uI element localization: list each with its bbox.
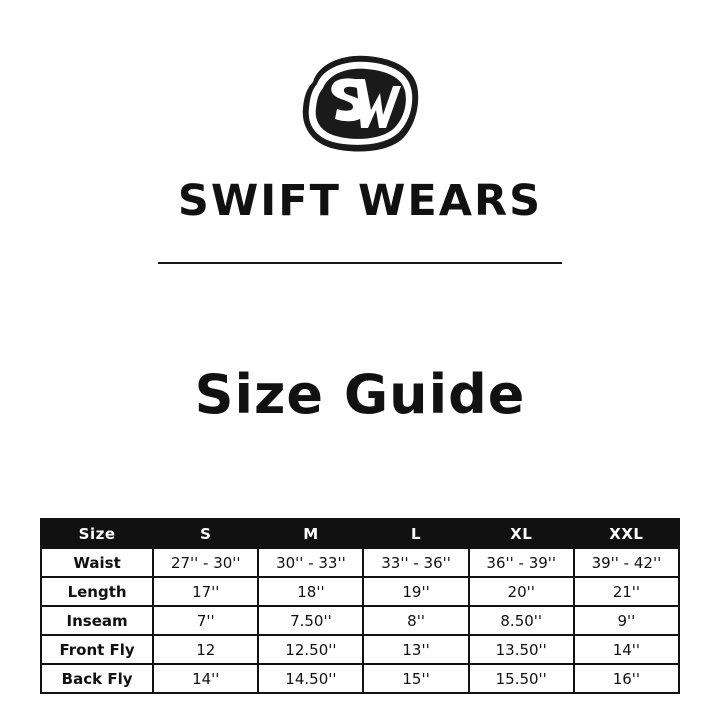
column-header-l: L	[363, 519, 468, 548]
cell-front-fly-s: 12	[153, 635, 258, 664]
cell-front-fly-xl: 13.50''	[469, 635, 574, 664]
row-label-length: Length	[41, 577, 153, 606]
cell-length-s: 17''	[153, 577, 258, 606]
cell-inseam-s: 7''	[153, 606, 258, 635]
table-row	[41, 606, 679, 635]
cell-waist-m: 30'' - 33''	[258, 548, 363, 577]
cell-length-xl: 20''	[469, 577, 574, 606]
cell-inseam-xl: 8.50''	[469, 606, 574, 635]
page-title: Size Guide	[194, 363, 526, 426]
cell-back-fly-l: 15''	[363, 664, 468, 693]
column-header-xl: XL	[469, 519, 574, 548]
cell-front-fly-l: 13''	[363, 635, 468, 664]
row-label-waist: Waist	[41, 548, 153, 577]
column-header-size: Size	[41, 519, 153, 548]
row-label-back-fly: Back Fly	[41, 664, 153, 693]
table-row	[41, 664, 679, 693]
row-label-inseam: Inseam	[41, 606, 153, 635]
cell-inseam-m: 7.50''	[258, 606, 363, 635]
size-chart	[40, 518, 680, 694]
table-row	[41, 548, 679, 577]
table-header-row	[41, 519, 679, 548]
table-row	[41, 635, 679, 664]
cell-length-l: 19''	[363, 577, 468, 606]
brand-logo	[0, 52, 720, 156]
table-row	[41, 577, 679, 606]
cell-front-fly-xxl: 14''	[574, 635, 679, 664]
column-header-xxl: XXL	[574, 519, 679, 548]
cell-back-fly-xl: 15.50''	[469, 664, 574, 693]
brand-name: SWIFT WEARS	[177, 176, 543, 226]
cell-inseam-l: 8''	[363, 606, 468, 635]
sw-monogram-logo	[297, 52, 423, 156]
cell-inseam-xxl: 9''	[574, 606, 679, 635]
cell-back-fly-m: 14.50''	[258, 664, 363, 693]
cell-length-m: 18''	[258, 577, 363, 606]
row-label-front-fly: Front Fly	[41, 635, 153, 664]
cell-length-xxl: 21''	[574, 577, 679, 606]
table-header	[41, 519, 679, 548]
cell-back-fly-s: 14''	[153, 664, 258, 693]
cell-front-fly-m: 12.50''	[258, 635, 363, 664]
cell-waist-l: 33'' - 36''	[363, 548, 468, 577]
cell-back-fly-xxl: 16''	[574, 664, 679, 693]
column-header-m: M	[258, 519, 363, 548]
size-table	[40, 518, 680, 694]
cell-waist-xxl: 39'' - 42''	[574, 548, 679, 577]
table-body	[41, 548, 679, 693]
cell-waist-s: 27'' - 30''	[153, 548, 258, 577]
column-header-s: S	[153, 519, 258, 548]
header-divider	[158, 262, 562, 264]
cell-waist-xl: 36'' - 39''	[469, 548, 574, 577]
